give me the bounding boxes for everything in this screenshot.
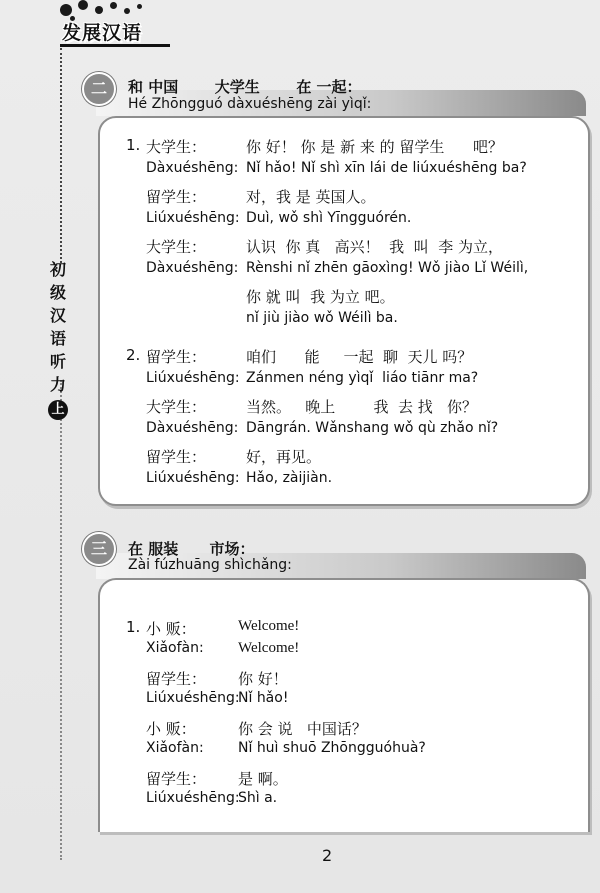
speaker-pinyin: Dàxuéshēng: — [146, 160, 239, 176]
book-title: 发展汉语 — [62, 22, 143, 44]
dialogue-pinyin: Nǐ huì shuō Zhōngguóhuà? — [238, 740, 426, 756]
dialogue-line: 你 会 说 中国话？ — [238, 720, 367, 738]
speaker-pinyin: Liúxuéshēng: — [146, 210, 240, 226]
dialogue-pinyin: Duì, wǒ shì Yīngguórén. — [246, 210, 412, 226]
dialogue-line: 当然。 晚上 我 去 找 你？ — [246, 398, 478, 416]
dialogue-pinyin: Welcome! — [238, 640, 300, 656]
dialogue-number: 2. — [126, 346, 141, 364]
speaker-label: 小 贩： — [146, 620, 196, 638]
page-number: 2 — [322, 846, 333, 865]
dialogue-pinyin: Zánmen néng yìqǐ liáo tiānr ma? — [246, 370, 479, 386]
volume-badge: 上 — [48, 400, 68, 420]
dialogue-pinyin: Rènshi nǐ zhēn gāoxìng! Wǒ jiào Lǐ Wéilì, — [246, 260, 529, 276]
speaker-label: 留学生： — [146, 348, 207, 366]
speaker-label: 大学生： — [146, 398, 207, 416]
speaker-label: 留学生： — [146, 188, 207, 206]
speaker-pinyin: Liúxuéshēng: — [146, 690, 240, 706]
speaker-label: 小 贩： — [146, 720, 196, 738]
dialogue-pinyin: Nǐ hǎo! Nǐ shì xīn lái de liúxuéshēng ba? — [246, 160, 527, 176]
speaker-pinyin: Liúxuéshēng: — [146, 370, 240, 386]
section2-title: 和 中国 大学生 在 一起： — [128, 78, 362, 96]
speaker-label: 大学生： — [146, 238, 207, 256]
speaker-label: 大学生： — [146, 138, 207, 156]
side-title: 初 级 汉 语 听 力 上 — [44, 258, 72, 420]
section3-title: 在 服装 市场： — [128, 540, 255, 558]
speaker-label: 留学生： — [146, 670, 207, 688]
dialogue-pinyin: Dāngrán. Wǎnshang wǒ qù zhǎo nǐ? — [246, 420, 499, 436]
margin-dotted-line-lower — [60, 380, 62, 860]
dialogue-line: 你 好！ — [238, 670, 288, 688]
dialogue-line: 好，再见。 — [246, 448, 322, 466]
section3-title-pinyin: Zài fúzhuāng shìchǎng: — [128, 557, 292, 573]
dialogue-line: 你 好！ 你 是 新 来 的 留学生 吧？ — [246, 138, 503, 156]
speaker-pinyin: Xiǎofàn: — [146, 740, 204, 756]
speaker-pinyin: Liúxuéshēng: — [146, 790, 240, 806]
dialogue-line: 对，我 是 英国人。 — [246, 188, 376, 206]
dialogue-pinyin: Nǐ hǎo! — [238, 690, 289, 706]
dialogue-line: 认识 你 真 高兴！ 我 叫 李 为立， — [246, 238, 503, 256]
dialogue-pinyin: Shì a. — [238, 790, 278, 806]
speaker-pinyin: Dàxuéshēng: — [146, 260, 239, 276]
dialogue-line: 咱们 能 一起 聊 天儿 吗？ — [246, 348, 473, 366]
dialogue-line: 你 就 叫 我 为立 吧。 — [246, 288, 395, 306]
header-underline — [60, 44, 170, 47]
dialogue-line: Welcome! — [238, 618, 300, 634]
dialogue-pinyin: nǐ jiù jiào wǒ Wéilì ba. — [246, 310, 398, 326]
speaker-label: 留学生： — [146, 770, 207, 788]
dialogue-pinyin: Hǎo, zàijiàn. — [246, 470, 333, 486]
speaker-pinyin: Dàxuéshēng: — [146, 420, 239, 436]
section2-title-pinyin: Hé Zhōngguó dàxuéshēng zài yìqǐ: — [128, 96, 372, 112]
section3-number: 三 — [82, 532, 116, 566]
dialogue-line: 是 啊。 — [238, 770, 288, 788]
dialogue-number: 1. — [126, 618, 141, 636]
section2-number: 二 — [82, 72, 116, 106]
speaker-pinyin: Liúxuéshēng: — [146, 470, 240, 486]
margin-dotted-line — [60, 48, 62, 263]
dialogue-number: 1. — [126, 136, 141, 154]
speaker-pinyin: Xiǎofàn: — [146, 640, 204, 656]
speaker-label: 留学生： — [146, 448, 207, 466]
